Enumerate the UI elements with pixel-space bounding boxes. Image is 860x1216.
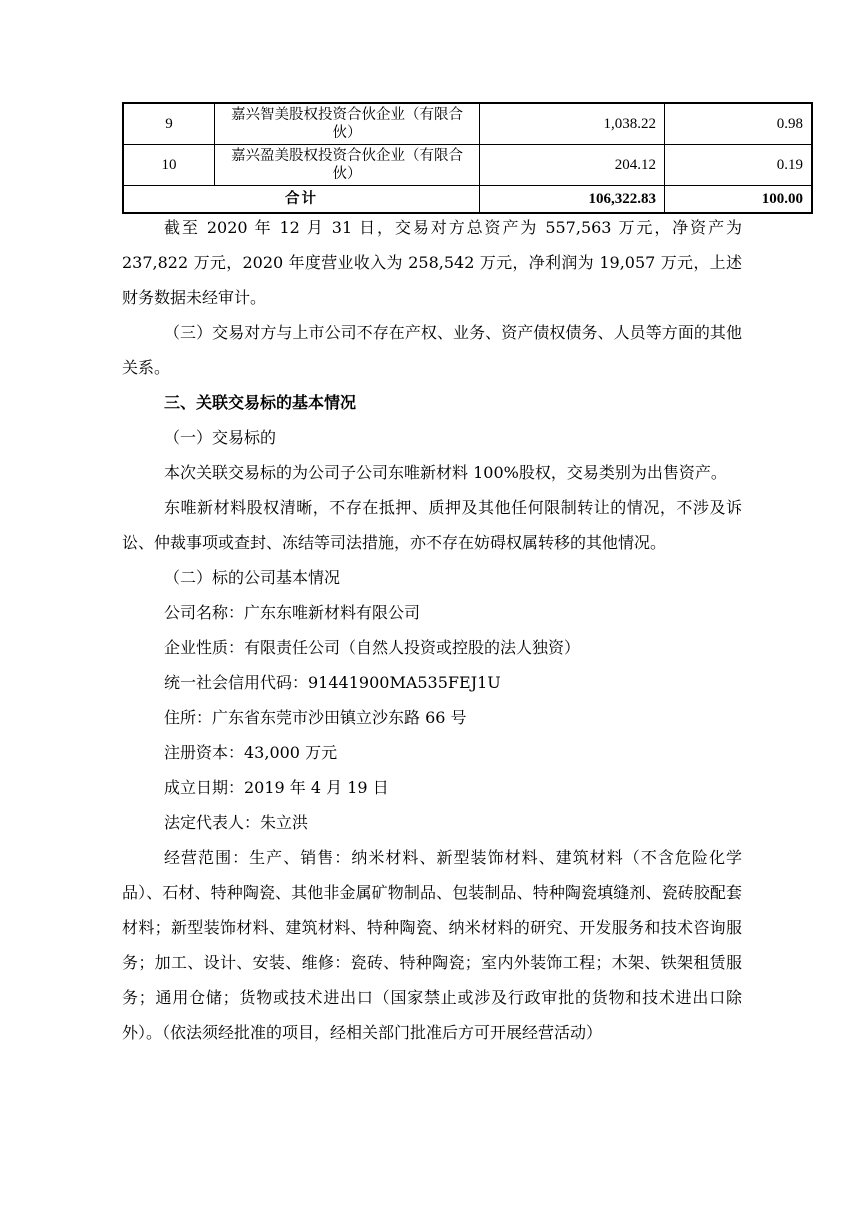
partner-name: 嘉兴智美股权投资合伙企业（有限合伙）	[215, 103, 480, 144]
total-amount: 106,322.83	[480, 185, 665, 213]
row-number: 9	[123, 103, 215, 144]
company-nature-line: 企业性质：有限责任公司（自然人投资或控股的法人独资）	[164, 638, 581, 657]
share-ratio: 0.98	[665, 103, 813, 144]
legal-representative-line: 法定代表人：朱立洪	[164, 813, 309, 832]
row-number: 10	[123, 144, 215, 185]
table-row	[123, 103, 812, 144]
company-name-line: 公司名称：广东东唯新材料有限公司	[164, 603, 421, 622]
total-label: 合计	[123, 185, 480, 213]
share-ratio: 0.19	[665, 144, 813, 185]
partner-name: 嘉兴盈美股权投资合伙企业（有限合伙）	[215, 144, 480, 185]
financial-summary-paragraph: 截至 2020 年 12 月 31 日，交易对方总资产为 557,563 万元，净资产为 237,822 万元，2020 年度营业收入为 258,542 万元，净利润为 19,057 万元，上述财务数据未经审计。	[122, 218, 742, 307]
relationship-paragraph: （三）交易对方与上市公司不存在产权、业务、资产债权债务、人员等方面的其他关系。	[122, 323, 742, 377]
equity-status-paragraph: 东唯新材料股权清晰，不存在抵押、质押及其他任何限制转让的情况，不涉及诉讼、仲裁事项或查封、冻结等司法措施，亦不存在妨碍权属转移的其他情况。	[122, 498, 742, 552]
address-line: 住所：广东省东莞市沙田镇立沙东路 66 号	[164, 708, 467, 727]
registered-capital-line: 注册资本：43,000 万元	[164, 743, 338, 762]
founded-date-line: 成立日期：2019 年 4 月 19 日	[164, 778, 389, 797]
credit-code-line: 统一社会信用代码：91441900MA535FEJ1U	[164, 673, 501, 692]
contribution-amount: 1,038.22	[480, 103, 665, 144]
business-scope-paragraph: 经营范围：生产、销售：纳米材料、新型装饰材料、建筑材料（不含危险化学品）、石材、特种陶瓷、其他非金属矿物制品、包装制品、特种陶瓷填缝剂、瓷砖胶配套材料；新型装饰材料、建筑材料、特种陶瓷、纳米材料的研究、开发服务和技术咨询服务；加工、设计、安装、维修：瓷砖、特种陶瓷；室内外装饰工程；木架、铁架租赁服务；通用仓储；货物或技术进出口（国家禁止或涉及行政审批的货物和技术进出口除外）。（依法须经批准的项目，经相关部门批准后方可开展经营活动）	[122, 848, 742, 1042]
contribution-amount: 204.12	[480, 144, 665, 185]
section-heading: 三、关联交易标的基本情况	[164, 393, 357, 412]
document-body	[122, 210, 742, 1050]
total-row	[123, 185, 812, 213]
shareholder-table	[122, 102, 813, 214]
total-ratio: 100.00	[665, 185, 813, 213]
table-row	[123, 144, 812, 185]
subsection-heading: （二）标的公司基本情况	[164, 568, 341, 587]
subsection-heading: （一）交易标的	[164, 428, 277, 447]
transaction-target-paragraph: 本次关联交易标的为公司子公司东唯新材料 100%股权，交易类别为出售资产。	[164, 463, 727, 482]
